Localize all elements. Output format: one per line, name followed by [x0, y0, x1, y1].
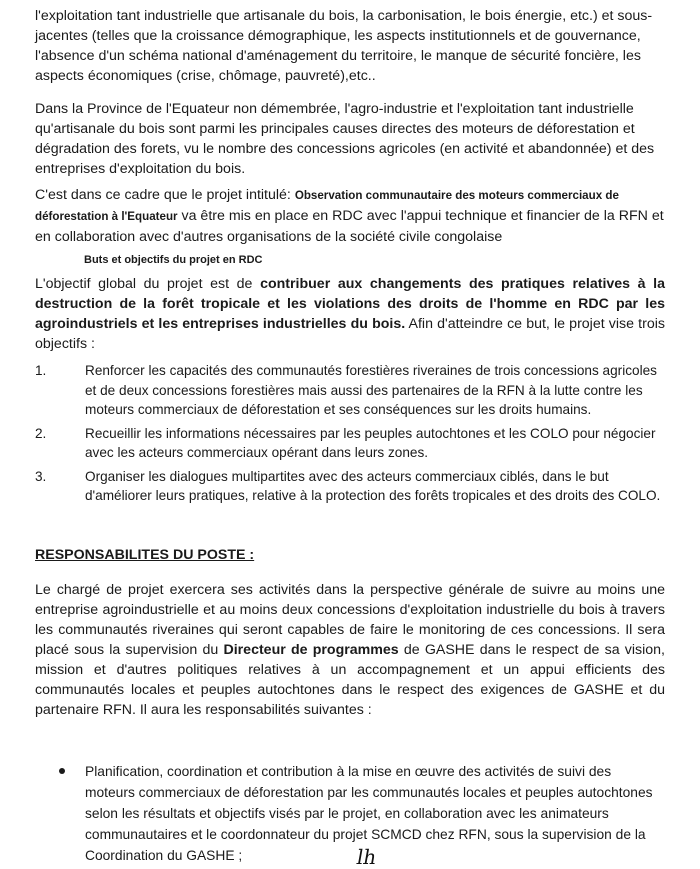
global-objective-bold: contribuer aux changements des pratiques relatives à la destruction de la forêt tropicale et les violations des droits de l'homme en RDC par les agroindustriels et les entreprises industrielles du bois.	[35, 276, 665, 332]
objectives-list	[35, 361, 663, 510]
paragraph-responsibilities	[35, 580, 665, 720]
list-item	[35, 361, 663, 420]
list-item	[35, 467, 663, 506]
list-item	[35, 761, 663, 866]
project-title: Observation communautaire des moteurs commerciaux de déforestation à l'Equateur	[35, 189, 619, 223]
responsibilities-list	[35, 761, 663, 866]
global-objective-intro: L'objectif global du projet est de	[35, 276, 261, 292]
supervisor-title: Directeur de programmes	[223, 642, 399, 658]
list-number: 1.	[35, 363, 47, 378]
goals-subheading: Buts et objectifs du projet en RDC	[84, 254, 263, 266]
section-title: RESPONSABILITES DU POSTE :	[35, 547, 255, 563]
responsibilities-intro: Le chargé de projet exercera ses activités dans la perspective générale de suivre au moins une entreprise agroindustrielle et au moins deux concessions d'exploitation industrielle du bois à travers les communautés riveraines qui seront capables de faire le monitoring de ces concessions. Il sera placé sous la supervision du	[35, 582, 665, 658]
responsibilities-rest: de GASHE dans le respect de sa vision, mission et d'autres politiques relatives à un accompagnement et un appui efficients des communautés locales et peuples autochtones dans le respect des exigences de GASHE et du partenaire RFN. Il aura les responsabilités suivantes :	[35, 642, 665, 718]
bullet-icon	[59, 768, 65, 774]
list-number: 2.	[35, 425, 47, 441]
paragraph-global-objective	[35, 274, 665, 354]
list-item	[35, 424, 663, 463]
handwritten-initials: lh	[354, 845, 379, 869]
list-number: 3.	[35, 468, 47, 484]
paragraph-equateur: Dans la Province de l'Equateur non démembrée, l'agro-industrie et l'exploitation tant industrielle qu'artisanale du bois sont parmi les principales causes directes des moteurs de déforestation et dégradation des forets, vu le nombre des concessions agricoles (en activité et abandonnée) et des entreprises d'exploitation du bois.	[35, 101, 655, 177]
global-objective-rest: Afin d'atteindre ce but, le projet vise trois objectifs :	[35, 316, 665, 352]
list-text: Renforcer les capacités des communautés forestières riveraines de trois concessions agricoles et de deux concessions forestières mais aussi des partenaires de la RFN à la lutte contre les moteurs commerciaux de déforestation et ses conséquences sur les droits humains.	[85, 363, 657, 417]
list-text: Recueillir les informations nécessaires par les peuples autochtones et les COLO pour négocier avec les acteurs commerciaux opérant dans leurs zones.	[85, 425, 656, 460]
project-context-rest: va être mis en place en RDC avec l'appui technique et financier de la RFN et en collaboration avec d'autres organisations de la société civile congolaise	[35, 208, 664, 245]
paragraph-project-context	[35, 185, 665, 247]
project-context-intro: C'est dans ce cadre que le projet intitulé:	[35, 187, 295, 203]
list-text: Planification, coordination et contribution à la mise en œuvre des activités de suivi des moteurs commerciaux de déforestation par les communautés locales et peuples autochtones selon les résultats et objectifs visés par le projet, en collaboration avec les animateurs communautaires et le coordonnateur du projet SCMCD chez RFN, sous la supervision de la Coordination du GASHE ;	[85, 764, 653, 863]
paragraph-causes: l'exploitation tant industrielle que artisanale du bois, la carbonisation, le bois énergie, etc.) et sous-jacentes (telles que la croissance démographique, les aspects institutionnels et de gouvernance, l'absence d'un schéma national d'aménagement du territoire, le manque de sécurité foncière, les aspects économiques (crise, chômage, pauvreté),etc..	[35, 8, 653, 84]
list-text: Organiser les dialogues multipartites avec des acteurs commerciaux ciblés, dans le but d'améliorer leurs pratiques, relative à la protection des forêts tropicales et des droits des COLO.	[85, 468, 661, 503]
